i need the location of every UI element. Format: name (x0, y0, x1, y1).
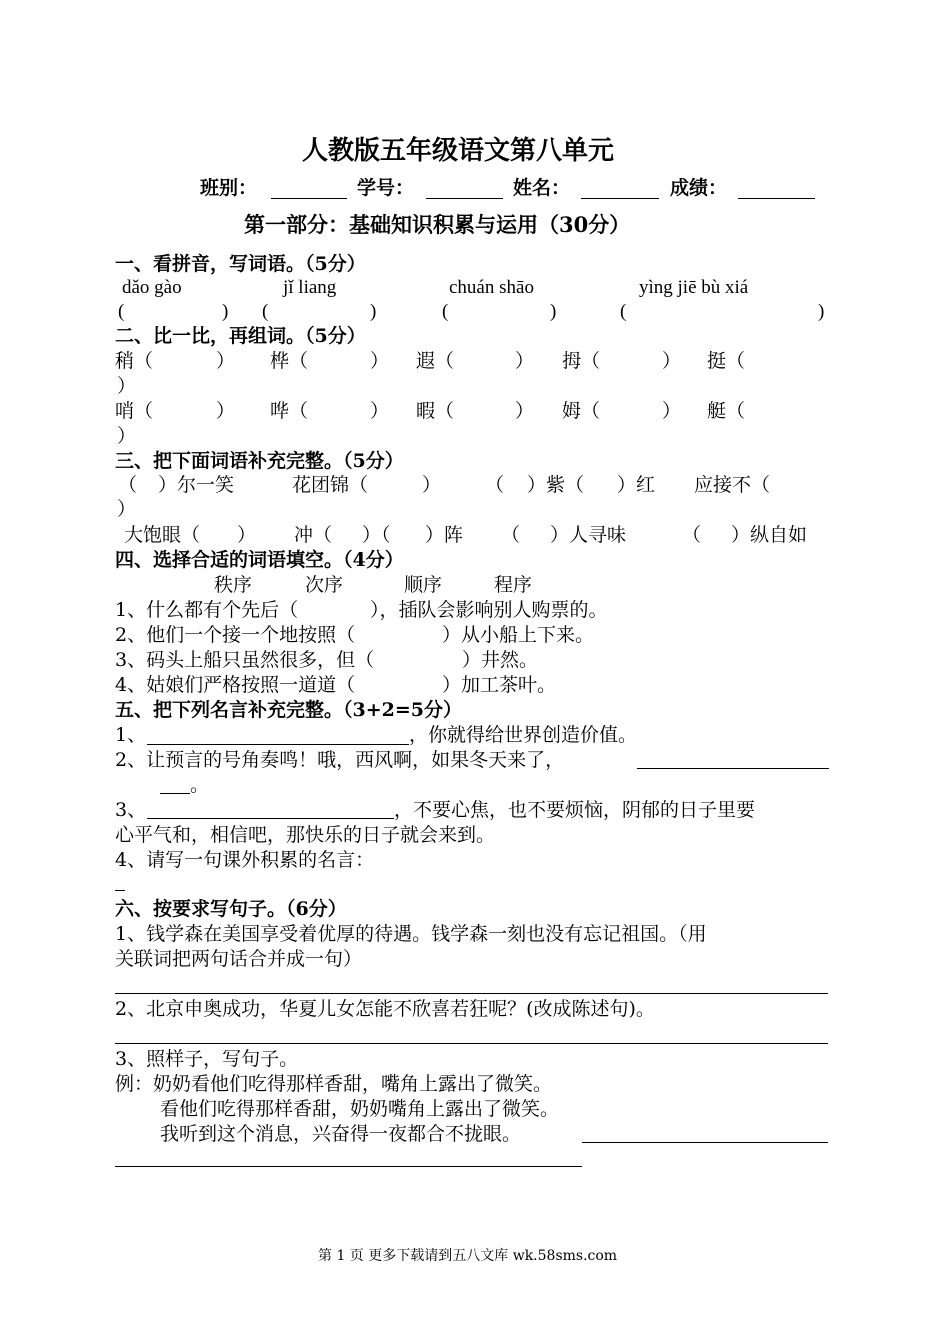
part1-heading: 第一部分：基础知识积累与运用（30分） (244, 212, 631, 237)
idiom-5: 大饱眼（ (124, 524, 201, 546)
pinyin-1: dǎo gào (122, 277, 182, 298)
idiom-6-mid: ）（ (362, 524, 391, 546)
word-choice-4: 程序 (494, 574, 533, 596)
quote-4-blank[interactable] (115, 890, 125, 891)
compare-1c: 遐（ (416, 350, 455, 372)
quote-2-blank[interactable] (637, 768, 829, 769)
compare-2a-close: ） (216, 400, 236, 422)
compare-2d: 姆（ (562, 400, 601, 422)
rewrite-answer-line[interactable] (582, 1142, 828, 1143)
compare-2e-close: ） (117, 425, 137, 447)
fill-item-2-rest: ）从小船上下来。 (442, 624, 595, 646)
fill-item-3: 3、码头上船只虽然很多，但（ (115, 649, 375, 671)
compare-1a-close: ） (216, 350, 236, 372)
quote-4: 4、请写一句课外积累的名言： (115, 849, 375, 871)
bracket-close-4: ) (818, 301, 825, 322)
compare-2b: 哗（ (270, 400, 309, 422)
compare-2a: 哨（ (115, 400, 154, 422)
fill-item-3-rest: ）井然。 (462, 649, 539, 671)
sentence-1: 1、钱学森在美国享受着优厚的待遇。钱学森一刻也没有忘记祖国。（用 (115, 923, 707, 945)
idiom-1-open: （ (118, 474, 138, 496)
page-footer: 第 1 页 更多下载请到五八文库 wk.58sms.com (318, 1248, 618, 1264)
idiom-5-close: ） (237, 524, 257, 546)
name-blank[interactable] (581, 198, 659, 199)
compare-1b: 桦（ (270, 350, 309, 372)
score-blank[interactable] (738, 198, 815, 199)
quote-1-rest: ，你就得给世界创造价值。 (409, 724, 638, 746)
fill-item-4-rest: ）加工茶叶。 (442, 674, 557, 696)
name-label: 姓名： (513, 177, 571, 199)
bracket-close-3: ) (550, 301, 557, 322)
fill-item-2: 2、他们一个接一个地按照（ (115, 624, 356, 646)
idiom-7-open: （ (501, 524, 521, 546)
idiom-8-open: （ (682, 524, 702, 546)
section6-heading: 六、按要求写句子。（6分） (115, 898, 347, 920)
compare-1c-close: ） (515, 350, 535, 372)
idiom-6: 冲（ (294, 524, 333, 546)
sentence-1-answer-line[interactable] (115, 993, 828, 994)
word-choice-2: 次序 (305, 574, 344, 596)
bracket-close-2: ) (370, 301, 377, 322)
compare-1d: 拇（ (562, 350, 601, 372)
section3-heading: 三、把下面词语补充完整。（5分） (115, 450, 404, 472)
pinyin-2: jǐ liang (283, 277, 337, 298)
compare-2c-close: ） (515, 400, 535, 422)
bracket-open-2: ( (262, 301, 269, 322)
idiom-1-rest: ）尔一笑 (158, 474, 235, 496)
compare-2b-close: ） (370, 400, 390, 422)
word-choice-1: 秩序 (214, 574, 253, 596)
sentence-2-answer-line[interactable] (115, 1043, 828, 1044)
section1-heading: 一、看拼音，写词语。（5分） (115, 253, 366, 275)
section2-heading: 二、比一比，再组词。（5分） (115, 325, 366, 347)
fill-item-4: 4、姑娘们严格按照一道道（ (115, 674, 356, 696)
sentence-3: 3、照样子，写句子。 (115, 1048, 299, 1070)
example-rewritten: 看他们吃得那样香甜，奶奶嘴角上露出了微笑。 (160, 1098, 560, 1120)
idiom-4: 应接不（ (694, 474, 771, 496)
compare-1e-close: ） (117, 375, 137, 397)
quote-2: 2、让预言的号角奏鸣！哦，西风啊，如果冬天来了， (115, 749, 565, 771)
class-blank[interactable] (271, 198, 347, 199)
compare-2d-close: ） (662, 400, 682, 422)
idiom-7-rest: ）人寻味 (550, 524, 627, 546)
rewrite-answer-line-cont[interactable] (115, 1166, 582, 1167)
compare-2c: 暇（ (416, 400, 455, 422)
quote-3-blank[interactable] (147, 818, 394, 819)
bracket-open-1: ( (118, 301, 125, 322)
bracket-open-3: ( (442, 301, 449, 322)
idiom-3-open: （ (485, 474, 505, 496)
idiom-3-rest: ）红 (617, 474, 656, 496)
bracket-close-1: ) (222, 301, 229, 322)
section5-heading: 五、把下列名言补充完整。（3+2=5分） (115, 699, 463, 721)
bracket-open-4: ( (620, 301, 627, 322)
quote-3-cont: 心平气和，相信吧，那快乐的日子就会来到。 (115, 824, 496, 846)
class-label: 班别： (200, 177, 258, 199)
section4-heading: 四、选择合适的词语填空。（4分） (115, 549, 404, 571)
quote-3-num: 3、 (115, 799, 147, 821)
idiom-8-rest: ）纵自如 (731, 524, 808, 546)
pinyin-3: chuán shāo (449, 277, 534, 298)
fill-item-1: 1、什么都有个先后（ (115, 599, 299, 621)
quote-2-end: 。 (190, 774, 210, 796)
compare-1a: 稍（ (115, 350, 154, 372)
score-label: 成绩： (670, 177, 728, 199)
quote-2-blank-cont[interactable] (160, 793, 190, 794)
compare-1d-close: ） (662, 350, 682, 372)
sentence-2: 2、北京申奥成功，华夏儿女怎能不欣喜若狂呢？(改成陈述句)。 (115, 998, 655, 1020)
rewrite-task: 我听到这个消息，兴奋得一夜都合不拢眼。 (160, 1123, 522, 1145)
idiom-2: 花团锦（ (292, 474, 369, 496)
compare-2e: 艇（ (707, 400, 746, 422)
quote-3-rest: ，不要心焦，也不要烦恼，阴郁的日子里要 (394, 799, 756, 821)
quote-1-num: 1、 (115, 724, 147, 746)
document-title: 人教版五年级语文第八单元 (302, 136, 615, 166)
compare-1e: 挺（ (707, 350, 746, 372)
pinyin-4: yìng jiē bù xiá (639, 277, 749, 298)
sentence-1-cont: 关联词把两句话合并成一句） (115, 948, 363, 970)
compare-1b-close: ） (370, 350, 390, 372)
idiom-3-mid: ）紫（ (527, 474, 585, 496)
idiom-4-close: ） (117, 498, 137, 520)
fill-item-1-rest: ），插队会影响别人购票的。 (370, 599, 608, 621)
quote-1-blank[interactable] (147, 744, 409, 745)
idiom-2-close: ） (422, 474, 442, 496)
number-label: 学号： (357, 177, 415, 199)
number-blank[interactable] (426, 198, 503, 199)
word-choice-3: 顺序 (404, 574, 443, 596)
idiom-6-rest: ）阵 (425, 524, 464, 546)
example-original: 例：奶奶看他们吃得那样香甜，嘴角上露出了微笑。 (115, 1073, 553, 1095)
